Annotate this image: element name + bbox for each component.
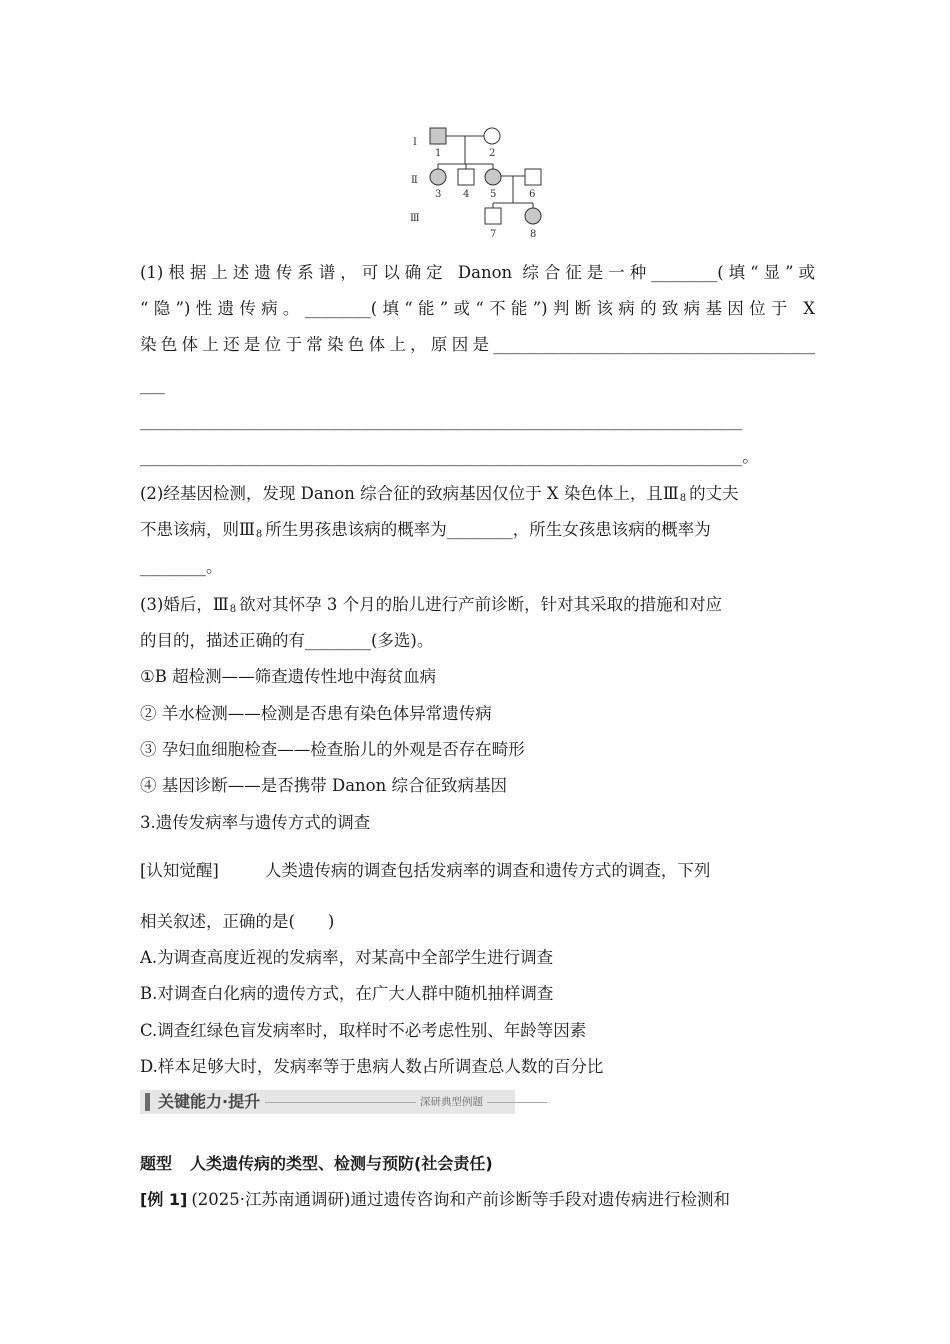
pedigree-member-8 [525, 208, 541, 224]
text: (2)经基因检测，发现 Danon 综合征的致病基因仅位于 X 染色体上，且Ⅲ [140, 484, 679, 503]
q1-answer-blank: ___ [140, 375, 165, 394]
pedigree-member-4 [458, 169, 474, 185]
text: 的丈夫 [689, 484, 739, 503]
generation-label: Ⅰ [413, 137, 417, 148]
example-tag: [例 1] [140, 1190, 188, 1209]
q3-option: ③ 孕妇血细胞检查——检查胎儿的外观是否存在畸形 [140, 740, 525, 759]
generation-label: Ⅲ [410, 213, 420, 224]
q2-line [140, 519, 815, 546]
banner-rule-tail [489, 1102, 511, 1103]
q3-line: 的目的，描述正确的有________(多选)。 [140, 631, 434, 650]
q3-option: ①B 超检测——筛查遗传性地中海贫血病 [140, 667, 437, 686]
topic-title: 人类遗传病的类型、检测与预防(社会责任) [190, 1154, 493, 1173]
choice-c: C.调查红绿色盲发病率时，取样时不必考虑性别、年龄等因素 [140, 1021, 587, 1040]
topic-heading [140, 1153, 815, 1175]
banner-mark [145, 1093, 150, 1111]
choice-a: A.为调查高度近视的发病率，对某高中全部学生进行调查 [140, 948, 554, 967]
text: 人类遗传病的调查包括发病率的调查和遗传方式的调查，下列 [264, 861, 711, 880]
subscript: 8 [229, 604, 237, 615]
banner-title: 关键能力·提升 [158, 1092, 261, 1111]
generation-label: Ⅱ [411, 175, 418, 186]
pedigree-member-6 [525, 169, 541, 185]
question-stem: 相关叙述，正确的是( ) [140, 912, 335, 931]
question-tag: [认知觉醒] [140, 861, 219, 880]
q1-answer-blank: _________________________________________________________________________ [140, 411, 743, 430]
q2-line: ________。 [140, 557, 223, 576]
q2-line [140, 483, 815, 510]
question-stem [140, 860, 815, 882]
pedigree-member-2 [484, 128, 500, 144]
q1-line: 染色体上还是位于常染色体上，原因是_______________________________________ [140, 335, 815, 354]
q1-line: “隐”)性遗传病。________(填“能”或“不能”)判断该病的致病基因位于 X [140, 299, 815, 318]
pedigree-member-5 [485, 169, 501, 185]
example-source: (2025·江苏南通调研) [191, 1190, 351, 1209]
member-number: 1 [435, 148, 442, 159]
member-number: 7 [490, 229, 497, 240]
member-number: 4 [463, 189, 470, 200]
text: 所生男孩患该病的概率为________，所生女孩患该病的概率为 [265, 520, 711, 539]
subscript: 8 [255, 529, 263, 540]
subscript: 8 [679, 493, 687, 504]
q3-option: ④ 基因诊断——是否携带 Danon 综合征致病基因 [140, 776, 507, 795]
member-number: 8 [530, 229, 537, 240]
text: 不患该病，则Ⅲ [140, 520, 255, 539]
pedigree-member-3 [430, 169, 446, 185]
member-number: 5 [490, 189, 497, 200]
pedigree-chart [405, 118, 555, 248]
text: (3)婚后，Ⅲ [140, 595, 229, 614]
pedigree-member-1 [430, 128, 446, 144]
q1-line: (1)根据上述遗传系谱，可以确定 Danon 综合征是一种________(填“显”或 [140, 263, 815, 282]
example-line [140, 1189, 815, 1211]
member-number: 3 [435, 189, 442, 200]
section-banner [140, 1090, 515, 1114]
q3-line [140, 594, 815, 621]
text: 欲对其怀孕 3 个月的胎儿进行产前诊断，针对其采取的措施和对应 [239, 595, 723, 614]
choice-b: B.对调查白化病的遗传方式，在广大人群中随机抽样调查 [140, 984, 554, 1003]
example-text: 通过遗传咨询和产前诊断等手段对遗传病进行检测和 [350, 1190, 730, 1209]
section-heading: 3.遗传发病率与遗传方式的调查 [140, 813, 371, 832]
banner-subtitle: 深研典型例题 [416, 1094, 487, 1110]
q3-option: ② 羊水检测——检测是否患有染色体异常遗传病 [140, 704, 492, 723]
choice-d: D.样本足够大时，发病率等于患病人数占所调查总人数的百分比 [140, 1057, 604, 1076]
member-number: 2 [489, 148, 496, 159]
pedigree-member-7 [485, 208, 501, 224]
member-number: 6 [529, 189, 536, 200]
q1-answer-blank: _________________________________________________________________________。 [140, 447, 759, 466]
topic-label: 题型 [140, 1154, 173, 1173]
